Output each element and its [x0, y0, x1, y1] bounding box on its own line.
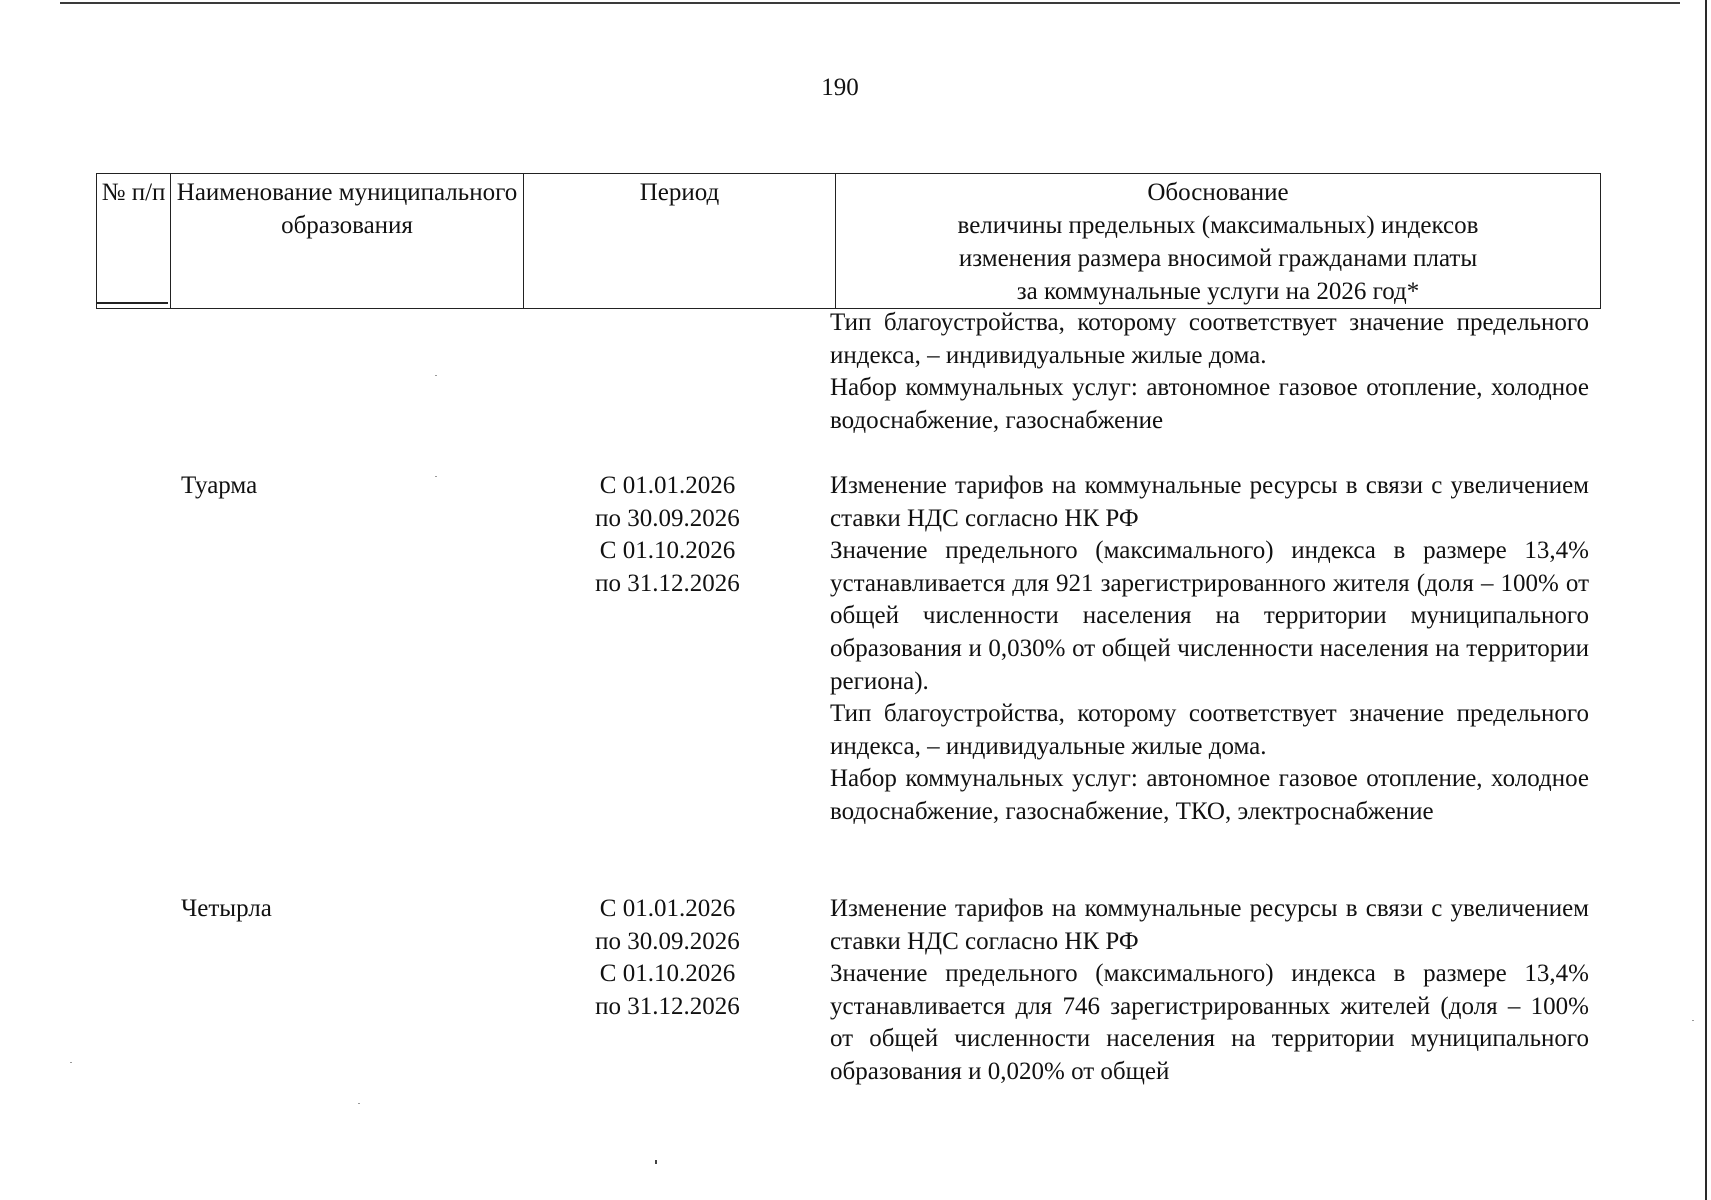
scan-speck: [435, 375, 437, 376]
basis-paragraph: Тип благоустройства, которому соответствует значение предельного индекса, – индивидуальные жилые дома.: [830, 700, 1589, 760]
period-line: по 31.12.2026: [595, 992, 740, 1020]
row-basis-chetyrla: [830, 893, 1589, 1089]
period-line: по 30.09.2026: [595, 504, 740, 532]
row-basis-tuarma: [830, 470, 1589, 829]
period-line: С 01.01.2026: [599, 472, 736, 499]
period-line: С 01.01.2026: [599, 895, 736, 922]
table-header: [96, 173, 1601, 309]
header-basis-line-4: за коммунальные услуги на 2026 год*: [1016, 278, 1420, 305]
header-bottom-rule: [96, 302, 168, 304]
row-name-tuarma: Туарма: [181, 472, 258, 499]
header-basis-line-1: Обоснование: [1147, 179, 1289, 206]
continuation-text-2: Набор коммунальных услуг: автономное газовое отопление, холодное водоснабжение, газоснабжение: [830, 374, 1589, 434]
header-col-name: Наименование муниципального образования: [171, 174, 524, 309]
scan-speck: [435, 476, 437, 477]
scan-speck: [1692, 1020, 1694, 1021]
scan-edge-top: [60, 2, 1680, 4]
page-number: 190: [821, 74, 859, 101]
row-period-tuarma: [520, 470, 815, 600]
scan-edge-right: [1705, 0, 1707, 1200]
header-col-period: Период: [524, 174, 836, 309]
header-col-num: № п/п: [97, 174, 171, 309]
row-name-chetyrla: Четырла: [181, 895, 272, 922]
continuation-basis: [830, 307, 1589, 437]
scan-speck: [358, 1103, 360, 1104]
header-basis-line-2: величины предельных (максимальных) индексов: [957, 212, 1479, 239]
basis-paragraph: Изменение тарифов на коммунальные ресурсы в связи с увеличением ставки НДС согласно НК РФ: [830, 472, 1589, 532]
basis-paragraph: Набор коммунальных услуг: автономное газовое отопление, холодное водоснабжение, газоснабжение, ТКО, электроснабжение: [830, 765, 1589, 825]
header-basis-line-3: изменения размера вносимой гражданами платы: [958, 245, 1478, 272]
basis-paragraph: Значение предельного (максимального) индекса в размере 13,4% устанавливается для 746 зарегистрированных жителей (доля – 100% от общей численности населения на территории муниципального образования и 0,020% от общей: [830, 960, 1589, 1085]
row-period-chetyrla: [520, 893, 815, 1023]
continuation-text-1: Тип благоустройства, которому соответствует значение предельного индекса, – индивидуальные жилые дома.: [830, 309, 1589, 369]
period-line: по 31.12.2026: [595, 569, 740, 597]
scan-speck: [70, 1062, 72, 1063]
basis-paragraph: Изменение тарифов на коммунальные ресурсы в связи с увеличением ставки НДС согласно НК РФ: [830, 895, 1589, 955]
basis-paragraph: Значение предельного (максимального) индекса в размере 13,4% устанавливается для 921 зарегистрированного жителя (доля – 100% от общей численности населения на территории муниципального образования и 0,030% от общей численности населения на территории региона).: [830, 537, 1589, 695]
scan-speck: [655, 1160, 657, 1164]
period-line: С 01.10.2026: [599, 960, 736, 988]
period-line: С 01.10.2026: [599, 537, 736, 565]
header-col-basis: [836, 174, 1601, 309]
period-line: по 30.09.2026: [595, 927, 740, 955]
